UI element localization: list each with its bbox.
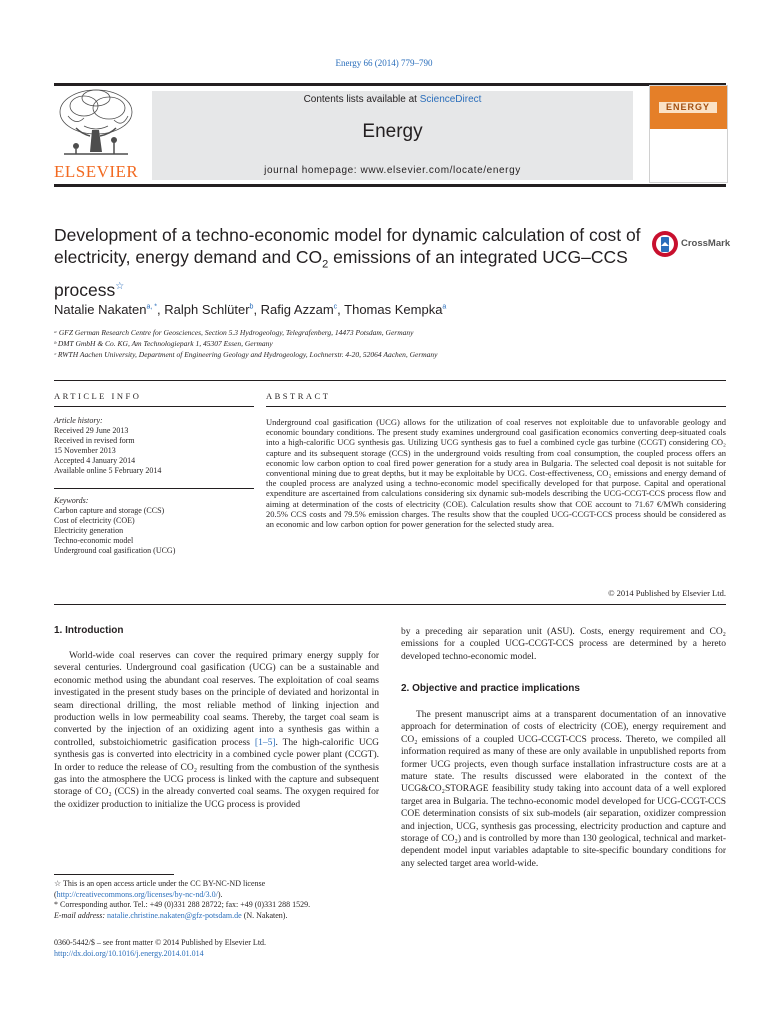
author-name: Natalie Nakaten [54,302,147,317]
keyword: Techno-economic model [54,536,134,545]
header-top-rule [54,83,726,86]
abstract-rule [266,406,726,407]
keywords [54,496,175,556]
author-affiliation-mark[interactable]: a, * [146,303,158,311]
elsevier-wordmark: ELSEVIER [54,162,139,181]
journal-citation[interactable]: Energy 66 (2014) 779–790 [335,58,433,68]
contents-line [152,94,633,105]
open-access-footnote [54,879,379,900]
affiliation: ᵃ GFZ German Research Centre for Geosciences, Section 5.3 Hydrogeology, Telegrafenberg, 14473 Potsdam, Germany [54,328,414,337]
section-2-body [401,709,726,870]
paper-title [54,225,644,301]
contents-prefix: Contents lists available at [303,94,420,105]
section-2-text: The present manuscript aims at a transparent documentation of an innovative approach for determination of costs of electricity (COE), energy requirement and CO₂ emissions of a coupled UCG-CCGT-CCS process. Thereto, we compiled all information required as many of these are only available in unpublished reports from former UCG projects, even though surface installation infrastructure costs are at a mature state. The results discussed were elaborated in the context of the UCG&CO₂STORAGE feasibility study taking into account data of a well explored target area in Bulgaria. The techno-economic model developed for UCG-CCGT-CCS COE determination consists of six sub-models (air separation, oxidizer compression and injection, UCG, synthesis gas processing, electricity production and capture and storage of CO₂) and is controlled by more than 130 geological, technical and market-dependent model input variables adaptable to site-specific boundary conditions for any selected target area world-wide. [401,710,726,869]
journal-homepage[interactable]: journal homepage: www.elsevier.com/locate/energy [264,165,521,176]
email-label: E-mail address: [54,910,108,920]
introduction-heading: 1. Introduction [54,625,124,636]
elsevier-logo [54,86,138,182]
crossmark-label: CrossMark [681,238,731,249]
author-name: Thomas Kempka [344,302,443,317]
introduction-continuation [401,626,726,663]
history-entry: 15 November 2013 [54,446,116,455]
keywords-rule [54,488,254,489]
title-text-1: Development of a techno-economic model for dynamic calculation of cost of electricity, energy demand and CO [54,225,641,267]
history-entry: Available online 5 February 2014 [54,466,162,475]
keyword: Cost of electricity (COE) [54,516,135,525]
footnote-text: ☆ This is an open access article under the CC BY-NC-ND license ( [54,879,266,899]
article-info-heading: ARTICLE INFO [54,391,142,401]
affiliations [54,327,438,360]
sciencedirect-link[interactable]: ScienceDirect [419,94,482,105]
affiliation: ᵇ DMT GmbH & Co. KG, Am Technologiepark 1, 45307 Essen, Germany [54,339,273,348]
crossmark-icon [651,229,679,259]
abstract-copyright: © 2014 Published by Elsevier Ltd. [608,588,726,598]
author-affiliation-mark[interactable]: c [333,303,338,311]
history-entry: Accepted 4 January 2014 [54,456,136,465]
affiliation: ᶜ RWTH Aachen University, Department of Engineering Geology and Hydrogeology, Lochnerstr. 4-20, 52064 Aachen, Germany [54,350,438,359]
article-history [54,416,161,476]
footnote-text: ). [217,889,223,899]
license-link[interactable]: http://creativecommons.org/licenses/by-nc-nd/3.0/ [56,889,218,899]
author-list: Natalie Nakaten$^{a, *}$, Ralph Schlüter$^b$, Rafig Azzam$^c$, Thomas Kempka$^a$ [54,302,447,317]
corresponding-author-footnote: * Corresponding author. Tel.: +49 (0)331 288 28722; fax: +49 (0)331 288 1529. [54,900,311,909]
email-footnote [54,911,379,922]
cover-title: ENERGY [659,102,717,113]
author-affiliation-mark[interactable]: b [249,303,254,311]
front-matter [54,938,384,959]
keyword: Underground coal gasification (UCG) [54,546,176,555]
keyword: Electricity generation [54,526,124,535]
title-text-2: emissions of an integrated UCG–CCS process [54,246,628,300]
title-footnote-mark[interactable]: ☆ [115,280,125,292]
crossmark-badge[interactable] [651,229,731,259]
intro-continuation-text: by a preceding air separation unit (ASU). Costs, energy requirement and CO₂ emissions for a coupled UCG-CCGT-CCS process are determined by a hereto developed techno-economic model. [401,627,726,662]
journal-cover [649,85,728,183]
journal-banner [152,91,633,180]
author-name: Rafig Azzam [260,302,334,317]
history-entry: Received in revised form [54,436,135,445]
section-2-heading: 2. Objective and practice implications [401,683,580,694]
keywords-label: Keywords: [54,496,89,505]
keyword: Carbon capture and storage (CCS) [54,506,165,515]
section-divider [54,380,726,381]
introduction-body [54,650,379,811]
footnotes [54,879,379,921]
email-link[interactable]: natalie.christine.nakaten@gfz-potsdam.de [107,910,242,920]
journal-name: Energy [362,121,423,142]
author-name: Ralph Schlüter [164,302,250,317]
doi-link[interactable]: http://dx.doi.org/10.1016/j.energy.2014.01.014 [54,948,204,958]
intro-text: World-wide coal reserves can cover the required primary energy supply for several centuries. Underground coal gasification (UCG) can be a sustainable and economic method using the abundant coal reserves. The exploitation of coal seams investigated in the present study bases on the principle of deviated and horizontal in seam directional drilling, the most reliable method of linking injection and production wells in low permeability coal seams. Thereby, the target coal seam is converted by the injection of an oxidizing agent into a synthesis gas within a controlled, substoichiometric gasification process [54,651,379,748]
footnote-rule [54,874,174,875]
header-bottom-rule [54,184,726,187]
author-affiliation-mark[interactable]: a [442,303,447,311]
article-info-rule [54,406,254,407]
abstract-heading: ABSTRACT [266,391,331,401]
title-subscript: 2 [322,258,329,270]
abstract-bottom-rule [54,604,726,605]
abstract-body: Underground coal gasification (UCG) allows for the utilization of coal reserves not exploitable due to unfavorable geology and economic boundary conditions. The present study examines underground coal gasification economics converting deep-situated coals into a high-calorific UCG synthesis gas. Utilizing UCG synthesis gas to fuel a combined cycle gas turbine (CCGT) considering CO₂ capture and its subsequent storage (CCS) in the underground voids resulting from coal consumption, the coupled process offers an economic low carbon option to coal fired power generation for a study area in Bulgaria. The selected coal deposit is not suitable for conventional mining due to great depths, but it may be exploitable by UCG. Cost-effectiveness, CO₂ emissions and energy demand of the coupled process are analyzed using a techno-economic model specifically developed for that purpose. Capital and operational expenditure are ascertained from calculations considering six dynamic sub-models describing the UCG-CCGT-CCS process flow and aiming at determination of the costs of electricity (COE). Calculation results show that COE account to 71.67 €/MWh considering 20.5% CCS costs and 79.5% emission charges. The results show that the coupled UCG-CCGT-CCS process should be considered as an economic and low carbon option for power generation for the selected study area. [266,417,726,530]
history-label: Article history: [54,416,103,425]
intro-text: . The high-calorific UCG synthesis gas is converted into electricity in a combined cycle power plant (CCGT). In order to reduce the release of CO₂ resulting from the combustion of the synthesis gas into the atmosphere the UCG process is linked with the capture and subsequent storage of CO₂ (CCS) in the already converted coal seams. The oxygen required for the oxidizer production to initialize the UCG process is provided [54,737,379,810]
email-suffix: (N. Nakaten). [241,910,288,920]
intro-citation-link[interactable]: [1–5] [254,737,276,748]
elsevier-tree-icon [54,86,138,160]
history-entry: Received 29 June 2013 [54,426,129,435]
issn-line: 0360-5442/$ – see front matter © 2014 Published by Elsevier Ltd. [54,938,267,947]
